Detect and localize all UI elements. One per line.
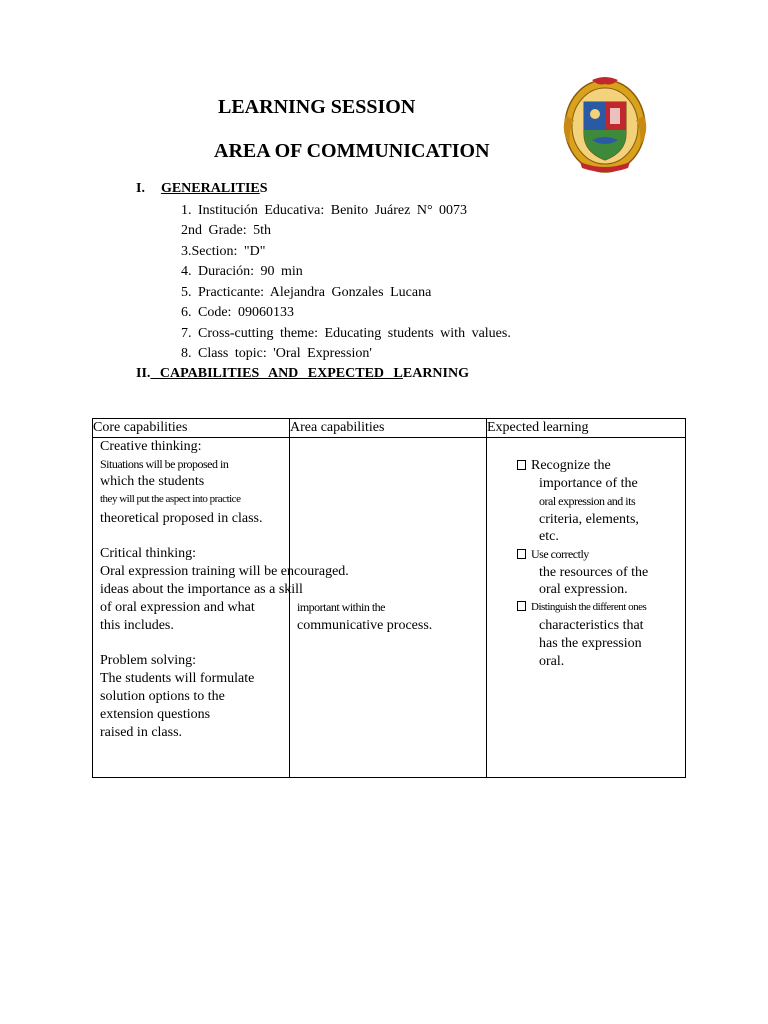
critical-thinking-title: Critical thinking:: [100, 546, 197, 561]
section-2-heading: [136, 366, 469, 382]
problem-line: The students will formulate: [100, 671, 255, 686]
section-1-title-end: S: [259, 181, 268, 196]
critical-line: Oral expression training will be encouraged.: [100, 564, 349, 579]
column-header-area: Area capabilities: [290, 419, 487, 438]
expected-item-2: [517, 546, 589, 563]
capabilities-table: [92, 418, 686, 778]
generalities-item-2: 2nd Grade: 5th: [181, 223, 271, 238]
critical-line: of oral expression and what: [100, 600, 255, 615]
expected-line: importance of the: [539, 476, 638, 491]
table-header-row: [93, 419, 686, 438]
generalities-item-8: 8. Class topic: 'Oral Expression': [181, 346, 372, 361]
creative-line: theoretical proposed in class.: [100, 511, 263, 526]
table-body-row: [93, 438, 686, 778]
creative-thinking-title: Creative thinking:: [100, 439, 202, 454]
title-area-of-communication: AREA OF COMMUNICATION: [214, 140, 490, 162]
problem-solving-title: Problem solving:: [100, 653, 197, 668]
checkbox-icon: [517, 601, 526, 611]
generalities-item-3: 3.Section: "D": [181, 244, 266, 259]
generalities-item-5: 5. Practicante: Alejandra Gonzales Lucana: [181, 285, 432, 300]
expected-learning-cell: [487, 438, 686, 778]
expected-line: Distinguish the different ones: [531, 601, 647, 613]
expected-line: oral.: [539, 654, 565, 669]
checkbox-icon: [517, 549, 526, 559]
creative-line: they will put the aspect into practice: [100, 493, 241, 505]
expected-line: has the expression: [539, 636, 642, 651]
section-2-number: II.: [136, 366, 151, 381]
title-learning-session: LEARNING SESSION: [218, 96, 416, 118]
university-crest-logo: [562, 76, 648, 176]
expected-line: Use correctly: [531, 547, 589, 561]
checkbox-icon: [517, 460, 526, 470]
generalities-item-4: 4. Duración: 90 min: [181, 264, 303, 279]
generalities-item-6: 6. Code: 09060133: [181, 305, 294, 320]
expected-item-3: [517, 599, 646, 616]
expected-line: characteristics that: [539, 618, 644, 633]
column-header-expected: Expected learning: [487, 419, 686, 438]
generalities-item-1: 1. Institución Educativa: Benito Juárez N° 0073: [181, 203, 468, 218]
expected-line: oral expression and its: [539, 494, 636, 508]
expected-line: etc.: [539, 529, 559, 544]
expected-line: the resources of the: [539, 565, 649, 580]
section-1-title: GENERALITIE: [160, 181, 260, 196]
section-1-heading: [136, 181, 268, 197]
critical-line: this includes.: [100, 618, 174, 633]
creative-line: Situations will be proposed in: [100, 457, 229, 471]
expected-line: oral expression.: [539, 582, 628, 597]
area-line: important within the: [297, 600, 385, 614]
section-1-number: I.: [136, 181, 145, 196]
creative-line: which the students: [100, 474, 205, 489]
area-line: communicative process.: [297, 618, 433, 633]
section-2-title-end: EARNING: [402, 366, 469, 381]
problem-line: extension questions: [100, 707, 211, 722]
expected-line: Recognize the: [531, 458, 611, 473]
critical-line: ideas about the importance as a skill: [100, 582, 303, 597]
expected-item-1: [517, 457, 611, 474]
column-header-core: Core capabilities: [93, 419, 290, 438]
area-capabilities-cell: [290, 438, 487, 778]
expected-line: criteria, elements,: [539, 512, 639, 527]
section-2-title: CAPABILITIES AND EXPECTED L: [150, 366, 403, 381]
generalities-item-7: 7. Cross-cutting theme: Educating students with values.: [181, 326, 511, 341]
problem-line: raised in class.: [100, 725, 183, 740]
problem-line: solution options to the: [100, 689, 225, 704]
